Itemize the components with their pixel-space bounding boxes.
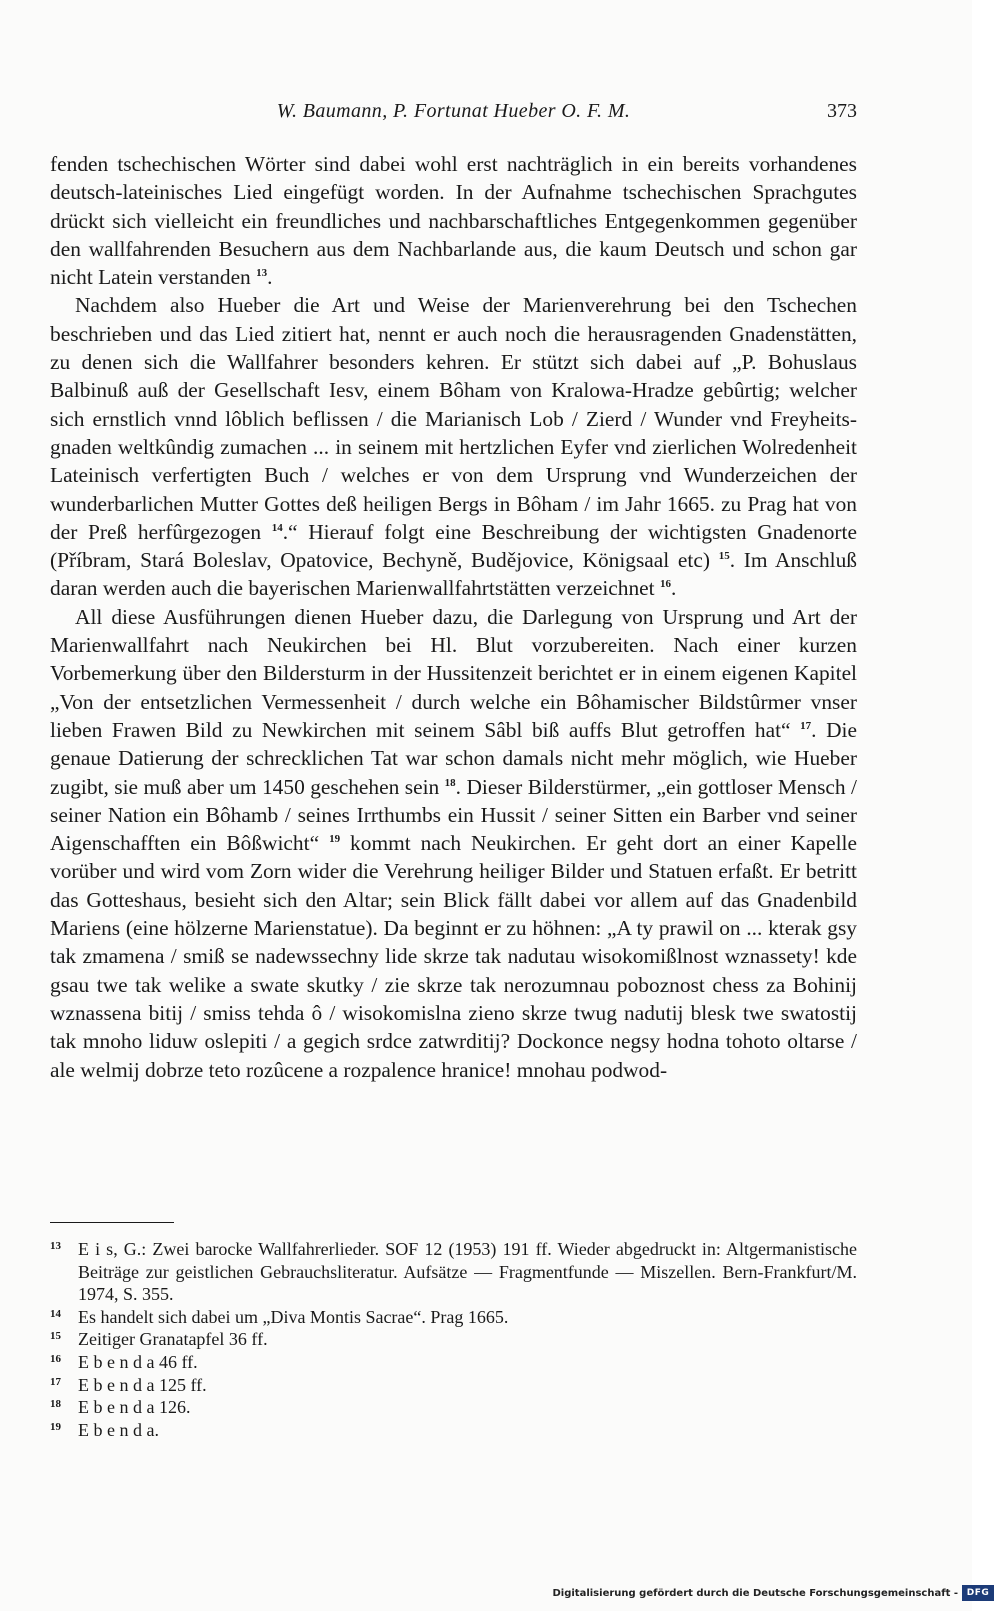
text-run: Zeitiger Granatapfel 36 ff. (78, 1329, 268, 1350)
footnote-text (78, 1328, 857, 1351)
footnote-number: 15 (50, 1330, 61, 1343)
footnote (50, 1351, 857, 1374)
footnote-text (78, 1238, 857, 1306)
text-run: .“ Hierauf folgt eine Beschreibung der wichtigsten Gnadenorte (Příbram, Stará Boleslav, Opatovice, Bechyně, Budějovice, Königsaal etc) (50, 519, 857, 573)
spaced-author-name: E i s (78, 1239, 114, 1259)
footnote-reference[interactable]: 18 (444, 776, 456, 789)
text-run: fenden tschechischen Wörter sind dabei wohl erst nachträglich in ein bereits vorhandenes deutsch-lateinisches Lied eingefügt worden. In der Aufnahme tschechischen Sprachgutes drückt sich vielleicht ein freundliches und nachbarschaftliches Entgegenkommen gegenüber den wallfahrenden Besuchern aus dem Nachbarlande aus, die kaum Deutsch und schon gar nicht Latein verstanden (50, 152, 857, 290)
footnote-number: 16 (50, 1352, 61, 1365)
text-run: 126. (154, 1397, 191, 1418)
spaced-author-name: E b e n d a (78, 1419, 155, 1440)
body-paragraph (50, 150, 857, 291)
text-run: kommt nach Neukirchen. Er geht dort an einer Kapelle vorüber und wird vom Zorn wider die Verehrung heiliger Bilder und Statuen erfaßt. Er betritt das Gotteshaus, besieht sich den Altar; sein Blick fällt dabei vor allem auf das Gnadenbild Mariens (eine hölzerne Marienstatue). Da beginnt er zu höhnen: „A ty prawil on ... kterak gsy tak zmamena / smiß se nadewssechny lide skrze tak nadutau wisokomißlnost wznassety! kde gsau twe tak welike a swate skutky / zie skrze tak nerozumnau poboznost chess za Bohinij wznassena bitij / smiss tehda ô / wisokomislna zieno skrze twug nadutij blesk twe swatostij tak mnoho liduw oslepiti / a gegich srdce zatwrditij? Dockonce negsy hodna tohoto oltarse / ale welmij dobrze teto rozûcene a rozpalence hranice! mnohau podwod- (50, 831, 857, 1082)
footnote-text (78, 1419, 857, 1442)
body-paragraph (50, 291, 857, 602)
footnote-reference[interactable]: 15 (718, 550, 730, 563)
footnote (50, 1306, 857, 1329)
spaced-author-name: E b e n d a (78, 1397, 155, 1418)
footnote (50, 1396, 857, 1419)
footnote-reference[interactable]: 19 (329, 833, 341, 846)
body-text (50, 150, 857, 1084)
footnote-reference[interactable]: 17 (800, 719, 812, 732)
page-number: 373 (827, 100, 857, 122)
text-run: . (267, 265, 273, 290)
footnote-text (78, 1306, 857, 1329)
spaced-author-name: E b e n d a (78, 1351, 155, 1372)
footnote-number: 14 (50, 1307, 61, 1320)
dfg-logo: DFG (962, 1585, 994, 1601)
text-run: Es handelt sich dabei um „Diva Montis Sacrae“. Prag 1665. (78, 1306, 509, 1327)
footnote-reference[interactable]: 16 (659, 578, 671, 591)
footnote-reference[interactable]: 13 (256, 267, 268, 280)
text-run: . (154, 1419, 159, 1440)
body-paragraph (50, 603, 857, 1084)
text-run: . Die genaue Datierung der schrecklichen Tat war schon damals nicht mehr möglich, wie Hueber zugibt, sie muß aber um 1450 geschehen sein (50, 717, 857, 799)
footnote-reference[interactable]: 14 (271, 521, 283, 534)
footnote-number: 13 (50, 1240, 61, 1252)
text-run: . Im Anschluß daran werden auch die bayerischen Marienwallfahrtstätten verzeichnet (50, 548, 857, 601)
text-run: 125 ff. (154, 1374, 207, 1395)
text-run: . (670, 576, 677, 601)
footnote-text (78, 1351, 857, 1374)
footnote-number: 17 (50, 1375, 61, 1388)
footnote-number: 18 (50, 1398, 61, 1411)
footnote (50, 1374, 857, 1397)
footnote (50, 1419, 857, 1442)
text-run: , G.: Zwei barocke Wallfahrerlieder. SOF 12 (1953) 191 ff. Wieder abgedruckt in: Altgermanistische Beiträge zur geistlichen Gebrauchsliteratur. Aufsätze — Fragmentfunde — Miszellen. Bern-Frankfurt/M. 1974, S. 355. (78, 1239, 857, 1305)
digitization-credit: Digitalisierung gefördert durch die Deutsche Forschungsgemeinschaft - (552, 1588, 958, 1599)
page-header (50, 98, 857, 128)
footnote (50, 1328, 857, 1351)
spaced-author-name: E b e n d a (78, 1374, 155, 1395)
text-run: 46 ff. (154, 1351, 198, 1372)
page-margin (972, 0, 1000, 1611)
footnote-text (78, 1396, 857, 1419)
footnote-separator (50, 1222, 174, 1223)
text-run: All diese Ausführungen dienen Hueber dazu, die Darlegung von Ursprung und Art der Marienwallfahrt nach Neukirchen bei Hl. Blut vorzubereiten. Nach einer kurzen Vorbemerkung über den Bildersturm in der Hussitenzeit berichtet er in einem eigenen Kapitel „Von der entsetzlichen Vermessenheit / durch welche ein Bôhamischer Bildstûrmer vnser lieben Frawen Bild zu Newkirchen mit seinem Sâbl biß auffs Blut getroffen hat“ (50, 604, 857, 742)
running-head: W. Baumann, P. Fortunat Hueber O. F. M. (276, 100, 631, 122)
footnote-text (78, 1374, 857, 1397)
text-run: . Dieser Bilderstürmer, „ein gottloser Mensch / seiner Nation ein Bôhamb / seines Irrthumbs ein Hussit / seiner Sitten ein Barber vnd seiner Aigenschafften ein Bôßwicht“ (50, 774, 857, 856)
footnote-number: 19 (50, 1420, 61, 1433)
footnote (50, 1238, 857, 1306)
text-run: Nachdem also Hueber die Art und Weise der Marienverehrung bei den Tschechen beschrieben und das Lied zitiert hat, nennt er auch noch die herausragenden Gnadenstätten, zu denen sich die Wallfahrer besonders kehren. Er stützt sich dabei auf „P. Bohuslaus Balbinuß auß der Gesellschaft Iesv, einem Bôham von Kralowa-Hradze gebûrtig; welcher sich ernstlich vnnd lôblich beflissen / die Marianisch Lob / Zierd / Wunder vnd Freyheits-gnaden weltkûndig zumachen ... in seinem mit hertzlichen Eyfer vnd zierlichen Wolredenheit Lateinisch verfertigten Buch / welches er von dem Ursprung vnd Wunderzeichen der wunderbarlichen Mutter Gottes deß heiligen Bergs in Bôham / im Jahr 1665. zu Prag hat von der Preß herfûrgezogen (50, 293, 857, 544)
footnotes (50, 1238, 857, 1441)
